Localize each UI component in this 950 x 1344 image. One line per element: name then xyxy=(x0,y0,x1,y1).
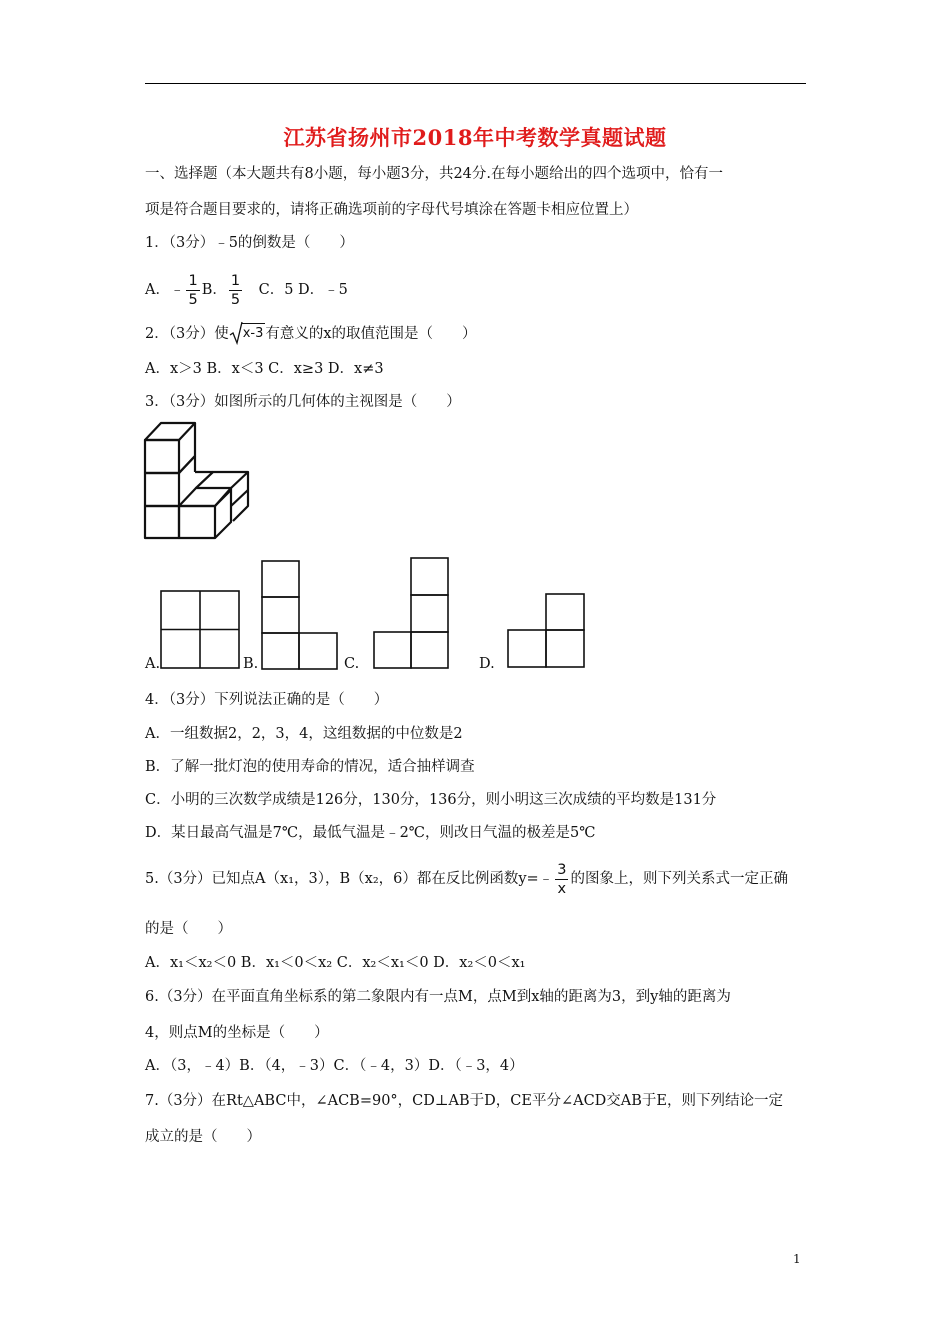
section-intro-line2: 项是符合题目要求的，请将正确选项前的字母代号填涂在答题卡相应位置上） xyxy=(145,202,638,218)
q1-options-cd: C．5 D．﹣5 xyxy=(244,282,348,298)
q3-option-d-label: D. xyxy=(479,656,495,672)
q3-option-a-figure xyxy=(160,590,242,670)
fraction-denominator: x xyxy=(557,880,567,897)
q6-options: A．（3，﹣4）B．（4，﹣3）C．（﹣4，3）D．（﹣3，4） xyxy=(145,1058,524,1074)
q4-option-c: C．小明的三次数学成绩是126分，130分，136分，则小明这三次成绩的平均数是131分 xyxy=(145,792,717,808)
q5-options: A．x₁＜x₂＜0 B．x₁＜0＜x₂ C．x₂＜x₁＜0 D．x₂＜0＜x₁ xyxy=(145,955,526,971)
q2-options: A．x＞3 B．x＜3 C．x≥3 D．x≠3 xyxy=(145,361,384,377)
q5-stem-prefix: 5.（3分）已知点A（x₁，3），B（x₂，6）都在反比例函数y=﹣ xyxy=(145,871,554,887)
q7-stem-line1: 7.（3分）在Rt△ABC中，∠ACB=90°，CD⊥AB于D，CE平分∠ACD交AB于E，则下列结论一定 xyxy=(145,1093,784,1109)
radicand: x-3 xyxy=(241,323,266,344)
section-intro-line1: 一、选择题（本大题共有8小题，每小题3分，共24分.在每小题给出的四个选项中，恰有一 xyxy=(145,166,724,182)
q5-fraction xyxy=(555,861,568,898)
q1-option-a-prefix: A．﹣ xyxy=(145,282,185,298)
q4-option-b: B．了解一批灯泡的使用寿命的情况，适合抽样调查 xyxy=(145,759,475,775)
q3-option-b-label: B. xyxy=(243,656,259,672)
q2-stem-prefix: 2．（3分）使 xyxy=(145,325,229,342)
q4-option-d: D．某日最高气温是7℃，最低气温是﹣2℃，则改日气温的极差是5℃ xyxy=(145,825,596,841)
q3-option-c-label: C. xyxy=(344,656,360,672)
fraction-numerator: 1 xyxy=(230,272,241,289)
q6-stem-line1: 6.（3分）在平面直角坐标系的第二象限内有一点M，点M到x轴的距离为3，到y轴的距离为 xyxy=(145,989,731,1005)
q3-option-d-figure xyxy=(507,593,587,669)
page-number: 1 xyxy=(793,1252,801,1266)
q3-stem: 3．（3分）如图所示的几何体的主视图是（ ） xyxy=(145,394,461,410)
fraction-numerator: 1 xyxy=(188,272,198,289)
q4-stem: 4．（3分）下列说法正确的是（ ） xyxy=(145,692,389,708)
q3-option-c-figure xyxy=(372,557,452,670)
q5-stem-suffix: 的图象上，则下列关系式一定正确 xyxy=(570,871,788,887)
q4-option-a: A．一组数据2，2，3，4，这组数据的中位数是2 xyxy=(145,726,463,742)
q1-option-a-fraction xyxy=(186,272,199,309)
radical-sign-icon xyxy=(229,321,243,345)
q2-stem-suffix: 有意义的x的取值范围是（ ） xyxy=(265,325,477,342)
page-title: 江苏省扬州市2018年中考数学真题试题 xyxy=(283,125,667,150)
q3-option-a-label: A. xyxy=(145,656,161,672)
q5-stem xyxy=(145,858,788,900)
q7-stem-line2: 成立的是（ ） xyxy=(145,1129,261,1145)
q1-options xyxy=(145,272,348,308)
fraction-numerator: 3 xyxy=(557,861,567,878)
fraction-denominator: 5 xyxy=(188,291,198,308)
geometric-solid-figure xyxy=(140,420,260,542)
q6-stem-line2: 4，则点M的坐标是（ ） xyxy=(145,1025,329,1041)
q3-option-b-figure xyxy=(261,560,341,670)
header-rule xyxy=(145,83,806,84)
q1-option-b-fraction xyxy=(229,272,242,309)
q1-stem: 1．（3分）﹣5的倒数是（ ） xyxy=(145,235,354,251)
q2-stem xyxy=(145,323,477,344)
fraction-denominator: 5 xyxy=(230,291,241,308)
q1-option-b-prefix: B． xyxy=(201,282,227,298)
q5-stem-line2: 的是（ ） xyxy=(145,921,232,937)
square-root xyxy=(229,323,266,344)
